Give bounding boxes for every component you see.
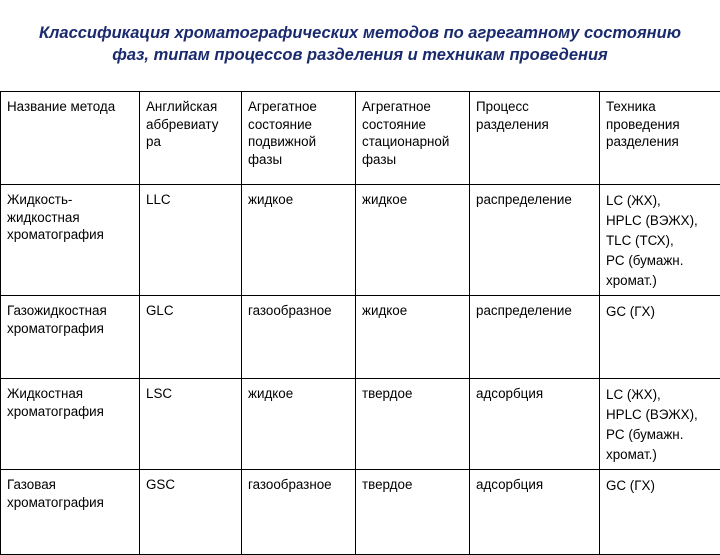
cell-stationary-phase: жидкое <box>356 185 470 296</box>
cell-process: распределение <box>470 185 600 296</box>
technique-line: LC (ЖХ), <box>606 385 715 405</box>
cell-stationary-phase: твердое <box>356 379 470 470</box>
cell-mobile-phase: газообразное <box>242 296 356 379</box>
technique-line: PC (бумажн. хромат.) <box>606 425 715 465</box>
cell-method: Жидкость-жидкостная хроматография <box>1 185 140 296</box>
cell-abbr: GLC <box>140 296 242 379</box>
header-cell-stationary-phase: Агрегатное состояние стационарной фазы <box>356 92 470 185</box>
table-row <box>1 470 720 555</box>
cell-stationary-phase: твердое <box>356 470 470 555</box>
slide-title <box>0 22 720 66</box>
title-line-1: Классификация хроматографических методов по агрегатному состоянию <box>0 22 720 44</box>
cell-abbr: LSC <box>140 379 242 470</box>
cell-mobile-phase: газообразное <box>242 470 356 555</box>
cell-process: распределение <box>470 296 600 379</box>
cell-stationary-phase: жидкое <box>356 296 470 379</box>
cell-abbr: LLC <box>140 185 242 296</box>
header-cell-technique: Техника проведения разделения <box>600 92 720 185</box>
technique-line: PC (бумажн. хромат.) <box>606 251 715 291</box>
cell-technique <box>600 185 720 296</box>
cell-technique <box>600 379 720 470</box>
technique-line: TLC (ТСХ), <box>606 231 715 251</box>
technique-line: HPLC (ВЭЖХ), <box>606 405 715 425</box>
cell-method: Газовая хроматография <box>1 470 140 555</box>
title-line-2: фаз, типам процессов разделения и техникам проведения <box>0 44 720 66</box>
header-cell-process: Процесс разделения <box>470 92 600 185</box>
cell-process: адсорбция <box>470 470 600 555</box>
header-cell-method: Название метода <box>1 92 140 185</box>
table-row <box>1 379 720 470</box>
classification-table <box>0 91 720 555</box>
cell-technique <box>600 470 720 555</box>
cell-method: Газожидкостная хроматография <box>1 296 140 379</box>
table-row <box>1 185 720 296</box>
cell-abbr: GSC <box>140 470 242 555</box>
cell-technique <box>600 296 720 379</box>
table-row <box>1 296 720 379</box>
technique-line: LC (ЖХ), <box>606 191 715 211</box>
cell-mobile-phase: жидкое <box>242 185 356 296</box>
table-header-row <box>1 92 720 185</box>
cell-mobile-phase: жидкое <box>242 379 356 470</box>
cell-process: адсорбция <box>470 379 600 470</box>
technique-line: GC (ГХ) <box>606 476 715 496</box>
cell-method: Жидкостная хроматография <box>1 379 140 470</box>
header-cell-abbr: Английская аббревиату ра <box>140 92 242 185</box>
technique-line: HPLC (ВЭЖХ), <box>606 211 715 231</box>
header-cell-mobile-phase: Агрегатное состояние подвижной фазы <box>242 92 356 185</box>
technique-line: GC (ГХ) <box>606 302 715 322</box>
